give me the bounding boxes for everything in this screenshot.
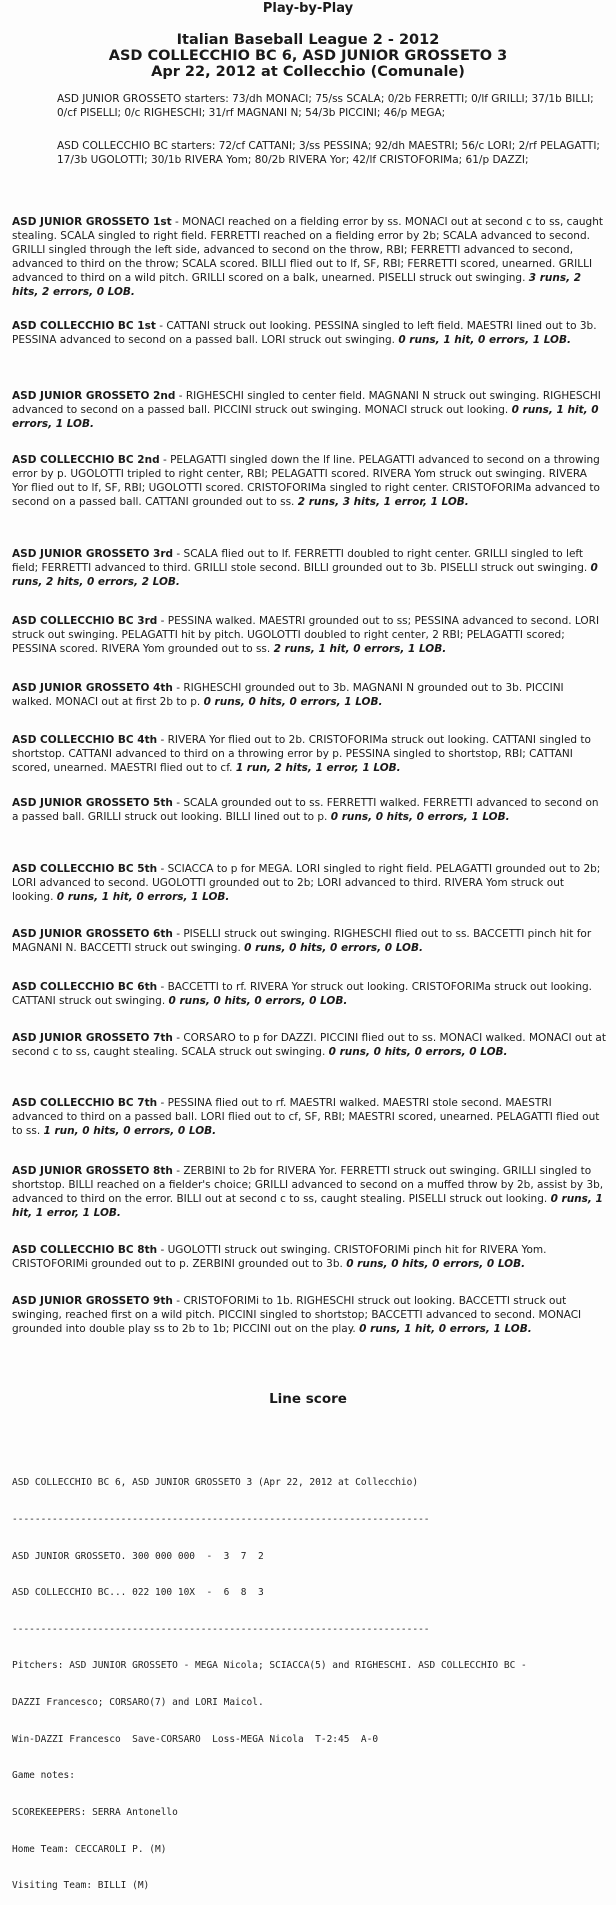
inning-text: PISELLI struck out swinging. RIGHESCHI flied out to ss. BACCETTI pinch hit for MAGNANI N. BACCETTI struck out swinging. [12, 928, 592, 954]
inning-summary: 3 runs, 2 hits, 2 errors, 0 LOB. [12, 272, 582, 298]
inning-text: CRISTOFORIMi to 1b. RIGHESCHI struck out looking. BACCETTI struck out swinging, reached first on a wild pitch. PICCINI singled to shortstop; BACCETTI advanced to second. MONACI grounded into double play ss to 2b to 1b; PICCINI out on the play. [12, 1295, 582, 1335]
inning-team: ASD JUNIOR GROSSETO 7th [12, 1032, 173, 1044]
inning-text: PESSINA flied out to rf. MAESTRI walked. MAESTRI stole second. MAESTRI advanced to third on a passed ball. LORI flied out to cf, SF, RBI; MAESTRI scored, unearned. PELAGATTI flied out to ss. [12, 1097, 600, 1137]
inning-text: CORSARO to p for DAZZI. PICCINI flied out to ss. MONACI walked. MONACI out at second c to ss, caught stealing. SCALA struck out swinging. [12, 1032, 606, 1058]
inning-block: ASD COLLECCHIO BC 5th - SCIACCA to p for MEGA. LORI singled to right field. PELAGATTI grounded out to 2b; LORI advanced to second. UGOLOTTI grounded out to 2b; LORI advanced to third. RIVERA Yom struck out looking. 0 runs, 1 hit, 0 errors, 1 LOB. [12, 863, 601, 903]
line-score-headline: ASD COLLECCHIO BC 6, ASD JUNIOR GROSSETO 3 (Apr 22, 2012 at Collecchio) [12, 1477, 419, 1489]
inning-text: CATTANI struck out looking. PESSINA singled to left field. MAESTRI lined out to 3b. PESSINA advanced to second on a passed ball. LORI struck out swinging. [12, 320, 597, 346]
inning-text: PESSINA walked. MAESTRI grounded out to ss; PESSINA advanced to second. LORI struck out swinging. PELAGATTI hit by pitch. UGOLOTTI doubled to right center, 2 RBI; PELAGATTI scored; PESSINA scored. RIVERA Yom grounded out to ss. [12, 615, 600, 655]
inning-block: ASD JUNIOR GROSSETO 7th - CORSARO to p for DAZZI. PICCINI flied out to ss. MONACI walked. MONACI out at second c to ss, caught stealing. SCALA struck out swinging. 0 runs, 0 hits, 0 errors, 0 LOB. [12, 1032, 606, 1058]
inning-summary: 0 runs, 0 hits, 0 errors, 0 LOB. [244, 942, 423, 954]
inning-block: ASD JUNIOR GROSSETO 8th - ZERBINI to 2b for RIVERA Yor. FERRETTI struck out swinging. GRILLI singled to shortstop. BILLI reached on a fielder's choice; GRILLI advanced to second on a muffed throw by 2b, assist by 3b, advanced to third on the error. BILLI out at second c to ss, caught stealing. PISELLI struck out looking. 0 runs, 1 hit, 1 error, 1 LOB. [12, 1165, 604, 1219]
inning-summary: 0 runs, 1 hit, 0 errors, 1 LOB. [12, 404, 599, 430]
inning-text: UGOLOTTI struck out swinging. CRISTOFORIMi pinch hit for RIVERA Yom. CRISTOFORIMi grounded out to p. ZERBINI grounded out to 3b. [12, 1244, 547, 1270]
pitchers-line: DAZZI Francesco; CORSARO(7) and LORI Maicol. [12, 1697, 264, 1709]
inning-text: MONACI reached on a fielding error by ss. MONACI out at second c to ss, caught stealing. SCALA singled to right field. FERRETTI reached on a fielding error by 2b; SCALA advanced to second. GRILLI singled through the left side, advanced to second on the throw, RBI; FERRETTI advanced to second, advanced to third on the throw; SCALA scored. BILLI flied out to lf, SF, RBI; FERRETTI scored, unearned. GRILLI advanced to third on a wild pitch. GRILLI scored on a balk, unearned. PISELLI struck out swinging. [12, 216, 603, 284]
rule-line: ------------------------------------------------------------------------- [12, 1514, 430, 1526]
page-title: Play-by-Play [262, 1, 354, 16]
starters-home: ASD COLLECCHIO BC starters: 72/cf CATTANI; 3/ss PESSINA; 92/dh MAESTRI; 56/c LORI; 2/rf PELAGATTI; 17/3b UGOLOTTI; 30/1b RIVERA Yom; 80/2b RIVERA Yor; 42/lf CRISTOFORIMa; 61/p DAZZI; [57, 140, 600, 166]
league-name: Italian Baseball League 2 - 2012 [176, 32, 440, 48]
inning-text: SCIACCA to p for MEGA. LORI singled to right field. PELAGATTI grounded out to 2b; LORI advanced to second. UGOLOTTI grounded out to 2b; LORI advanced to third. RIVERA Yom struck out looking. [12, 863, 601, 903]
inning-block: ASD JUNIOR GROSSETO 6th - PISELLI struck out swinging. RIGHESCHI flied out to ss. BACCETTI pinch hit for MAGNANI N. BACCETTI struck out swinging. 0 runs, 0 hits, 0 errors, 0 LOB. [12, 928, 592, 954]
starters-visitor: ASD JUNIOR GROSSETO starters: 73/dh MONACI; 75/ss SCALA; 0/2b FERRETTI; 0/lf GRILLI; 37/1b BILLI; 0/cf PISELLI; 0/c RIGHESCHI; 31/rf MAGNANI N; 54/3b PICCINI; 46/p MEGA; [57, 93, 594, 119]
inning-block: ASD COLLECCHIO BC 4th - RIVERA Yor flied out to 2b. CRISTOFORIMa struck out looking. CATTANI singled to shortstop. CATTANI advanced to third on a throwing error by p. PESSINA singled to shortstop, RBI; CATTANI scored, unearned. MAESTRI flied out to cf. 1 run, 2 hits, 1 error, 1 LOB. [12, 734, 591, 774]
decisions-line: Win-DAZZI Francesco Save-CORSARO Loss-MEGA Nicola T-2:45 A-0 [12, 1733, 379, 1745]
inning-summary: 2 runs, 1 hit, 0 errors, 1 LOB. [273, 643, 447, 655]
inning-team: ASD JUNIOR GROSSETO 3rd [12, 548, 174, 560]
inning-block: ASD JUNIOR GROSSETO 9th - CRISTOFORIMi to 1b. RIGHESCHI struck out looking. BACCETTI struck out swinging, reached first on a wild pitch. PICCINI singled to shortstop; BACCETTI advanced to second. MONACI grounded into double play ss to 2b to 1b; PICCINI out on the play. 0 runs, 1 hit, 0 errors, 1 LOB. [12, 1295, 582, 1335]
inning-text: RIGHESCHI singled to center field. MAGNANI N struck out swinging. RIGHESCHI advanced to second on a passed ball. PICCINI struck out swinging. MONACI struck out looking. [12, 390, 601, 416]
inning-summary: 2 runs, 3 hits, 1 error, 1 LOB. [297, 496, 469, 508]
inning-summary: 0 runs, 1 hit, 0 errors, 1 LOB. [398, 334, 571, 346]
inning-team: ASD COLLECCHIO BC 1st [12, 320, 156, 332]
inning-summary: 0 runs, 0 hits, 0 errors, 0 LOB. [346, 1258, 526, 1270]
inning-block: ASD COLLECCHIO BC 3rd - PESSINA walked. MAESTRI grounded out to ss; PESSINA advanced to second. LORI struck out swinging. PELAGATTI hit by pitch. UGOLOTTI doubled to right center, 2 RBI; PELAGATTI scored; PESSINA scored. RIVERA Yom grounded out to ss. 2 runs, 1 hit, 0 errors, 1 LOB. [12, 615, 600, 655]
inning-team: ASD COLLECCHIO BC 7th [12, 1097, 158, 1109]
inning-team: ASD COLLECCHIO BC 4th [12, 734, 158, 746]
inning-block: ASD JUNIOR GROSSETO 1st - MONACI reached on a fielding error by ss. MONACI out at second c to ss, caught stealing. SCALA singled to right field. FERRETTI reached on a fielding error by 2b; SCALA advanced to second. GRILLI singled through the left side, advanced to second on the throw, RBI; FERRETTI advanced to second, advanced to third on the throw; SCALA scored. BILLI flied out to lf, SF, RBI; FERRETTI scored, unearned. GRILLI advanced to third on a wild pitch. GRILLI scored on a balk, unearned. PISELLI struck out swinging. 3 runs, 2 hits, 2 errors, 0 LOB. [12, 216, 603, 298]
line-score-row: ASD JUNIOR GROSSETO. 300 000 000 - 3 7 2 [12, 1550, 264, 1562]
inning-team: ASD JUNIOR GROSSETO 1st [12, 216, 172, 228]
game-notes: Game notes: [12, 1770, 75, 1782]
inning-summary: 0 runs, 1 hit, 0 errors, 1 LOB. [56, 891, 230, 903]
inning-team: ASD COLLECCHIO BC 5th [12, 863, 158, 875]
inning-block: ASD COLLECCHIO BC 2nd - PELAGATTI singled down the lf line. PELAGATTI advanced to second on a throwing error by p. UGOLOTTI tripled to right center, RBI; PELAGATTI scored. RIVERA Yom struck out swinging. RIVERA Yor flied out to lf, SF, RBI; UGOLOTTI scored. CRISTOFORIMa singled to right center. CRISTOFORIMa advanced to second on a passed ball. CATTANI grounded out to ss. 2 runs, 3 hits, 1 error, 1 LOB. [12, 454, 600, 508]
inning-summary: 0 runs, 2 hits, 0 errors, 2 LOB. [12, 562, 598, 588]
inning-team: ASD COLLECCHIO BC 3rd [12, 615, 158, 627]
inning-summary: 1 run, 0 hits, 0 errors, 0 LOB. [43, 1125, 217, 1137]
matchup: ASD COLLECCHIO BC 6, ASD JUNIOR GROSSETO 3 [108, 48, 508, 64]
inning-team: ASD JUNIOR GROSSETO 5th [12, 797, 173, 809]
inning-block: ASD COLLECCHIO BC 1st - CATTANI struck out looking. PESSINA singled to left field. MAESTRI lined out to 3b. PESSINA advanced to second on a passed ball. LORI struck out swinging. 0 runs, 1 hit, 0 errors, 1 LOB. [12, 320, 597, 346]
date-place: Apr 22, 2012 at Collecchio (Comunale) [151, 64, 465, 80]
line-score-title: Line score [269, 1391, 347, 1407]
inning-team: ASD JUNIOR GROSSETO 8th [12, 1165, 173, 1177]
inning-team: ASD COLLECCHIO BC 6th [12, 981, 158, 993]
inning-summary: 1 run, 2 hits, 1 error, 1 LOB. [235, 762, 401, 774]
inning-text: RIVERA Yor flied out to 2b. CRISTOFORIMa struck out looking. CATTANI singled to shortstop. CATTANI advanced to third on a throwing error by p. PESSINA singled to shortstop, RBI; CATTANI scored, unearned. MAESTRI flied out to cf. [12, 734, 591, 774]
rule-line: ------------------------------------------------------------------------- [12, 1623, 430, 1635]
inning-summary: 0 runs, 0 hits, 0 errors, 0 LOB. [328, 1046, 508, 1058]
inning-block: ASD COLLECCHIO BC 7th - PESSINA flied out to rf. MAESTRI walked. MAESTRI stole second. MAESTRI advanced to third on a passed ball. LORI flied out to cf, SF, RBI; MAESTRI scored, unearned. PELAGATTI flied out to ss. 1 run, 0 hits, 0 errors, 0 LOB. [12, 1097, 600, 1137]
inning-text: RIGHESCHI grounded out to 3b. MAGNANI N grounded out to 3b. PICCINI walked. MONACI out at first 2b to p. [12, 682, 564, 708]
inning-summary: 0 runs, 1 hit, 0 errors, 1 LOB. [359, 1323, 532, 1335]
line-score-box [12, 1453, 610, 1905]
inning-summary: 0 runs, 0 hits, 0 errors, 1 LOB. [330, 811, 510, 823]
pitchers-line: Pitchers: ASD JUNIOR GROSSETO - MEGA Nicola; SCIACCA(5) and RIGHESCHI. ASD COLLECCHIO BC - [12, 1660, 527, 1672]
inning-summary: 0 runs, 1 hit, 1 error, 1 LOB. [12, 1193, 603, 1219]
inning-block: ASD JUNIOR GROSSETO 5th - SCALA grounded out to ss. FERRETTI walked. FERRETTI advanced to second on a passed ball. GRILLI struck out looking. BILLI lined out to p. 0 runs, 0 hits, 0 errors, 1 LOB. [12, 797, 599, 823]
inning-team: ASD COLLECCHIO BC 8th [12, 1244, 158, 1256]
inning-text: SCALA grounded out to ss. FERRETTI walked. FERRETTI advanced to second on a passed ball. GRILLI struck out looking. BILLI lined out to p. [12, 797, 599, 823]
inning-text: ZERBINI to 2b for RIVERA Yor. FERRETTI struck out swinging. GRILLI singled to shortstop. BILLI reached on a fielder's choice; GRILLI advanced to second on a muffed throw by 2b, assist by 3b, advanced to third on the error. BILLI out at second c to ss, caught stealing. PISELLI struck out looking. [12, 1165, 604, 1205]
inning-text: SCALA flied out to lf. FERRETTI doubled to right center. GRILLI singled to left field; FERRETTI advanced to third. GRILLI stole second. BILLI grounded out to 3b. PISELLI struck out swinging. [12, 548, 588, 574]
home-team-manager: Home Team: CECCAROLI P. (M) [12, 1843, 167, 1855]
inning-team: ASD JUNIOR GROSSETO 2nd [12, 390, 176, 402]
inning-team: ASD JUNIOR GROSSETO 9th [12, 1295, 173, 1307]
inning-text: BACCETTI to rf. RIVERA Yor struck out looking. CRISTOFORIMa struck out looking. CATTANI struck out swinging. [12, 981, 592, 1007]
line-score-row: ASD COLLECCHIO BC... 022 100 10X - 6 8 3 [12, 1587, 264, 1599]
visiting-team-manager: Visiting Team: BILLI (M) [12, 1880, 150, 1892]
inning-team: ASD COLLECCHIO BC 2nd [12, 454, 160, 466]
inning-summary: 0 runs, 0 hits, 0 errors, 1 LOB. [203, 696, 383, 708]
inning-block: ASD JUNIOR GROSSETO 4th - RIGHESCHI grounded out to 3b. MAGNANI N grounded out to 3b. PICCINI walked. MONACI out at first 2b to p. 0 runs, 0 hits, 0 errors, 1 LOB. [12, 682, 564, 708]
inning-block: ASD COLLECCHIO BC 6th - BACCETTI to rf. RIVERA Yor struck out looking. CRISTOFORIMa struck out looking. CATTANI struck out swinging. 0 runs, 0 hits, 0 errors, 0 LOB. [12, 981, 592, 1007]
inning-block: ASD JUNIOR GROSSETO 3rd - SCALA flied out to lf. FERRETTI doubled to right center. GRILLI singled to left field; FERRETTI advanced to third. GRILLI stole second. BILLI grounded out to 3b. PISELLI struck out swinging. 0 runs, 2 hits, 0 errors, 2 LOB. [12, 548, 598, 588]
scorekeepers: SCOREKEEPERS: SERRA Antonello [12, 1806, 178, 1818]
inning-summary: 0 runs, 0 hits, 0 errors, 0 LOB. [168, 995, 348, 1007]
inning-team: ASD JUNIOR GROSSETO 6th [12, 928, 173, 940]
inning-text: PELAGATTI singled down the lf line. PELAGATTI advanced to second on a throwing error by p. UGOLOTTI tripled to right center, RBI; PELAGATTI scored. RIVERA Yom struck out swinging. RIVERA Yor flied out to lf, SF, RBI; UGOLOTTI scored. CRISTOFORIMa singled to right center. CRISTOFORIMa advanced to second on a passed ball. CATTANI grounded out to ss. [12, 454, 600, 508]
game-header [0, 32, 616, 80]
inning-team: ASD JUNIOR GROSSETO 4th [12, 682, 173, 694]
inning-block: ASD COLLECCHIO BC 8th - UGOLOTTI struck out swinging. CRISTOFORIMi pinch hit for RIVERA Yom. CRISTOFORIMi grounded out to p. ZERBINI grounded out to 3b. 0 runs, 0 hits, 0 errors, 0 LOB. [12, 1244, 547, 1270]
inning-block: ASD JUNIOR GROSSETO 2nd - RIGHESCHI singled to center field. MAGNANI N struck out swinging. RIGHESCHI advanced to second on a passed ball. PICCINI struck out swinging. MONACI struck out looking. 0 runs, 1 hit, 0 errors, 1 LOB. [12, 390, 601, 430]
